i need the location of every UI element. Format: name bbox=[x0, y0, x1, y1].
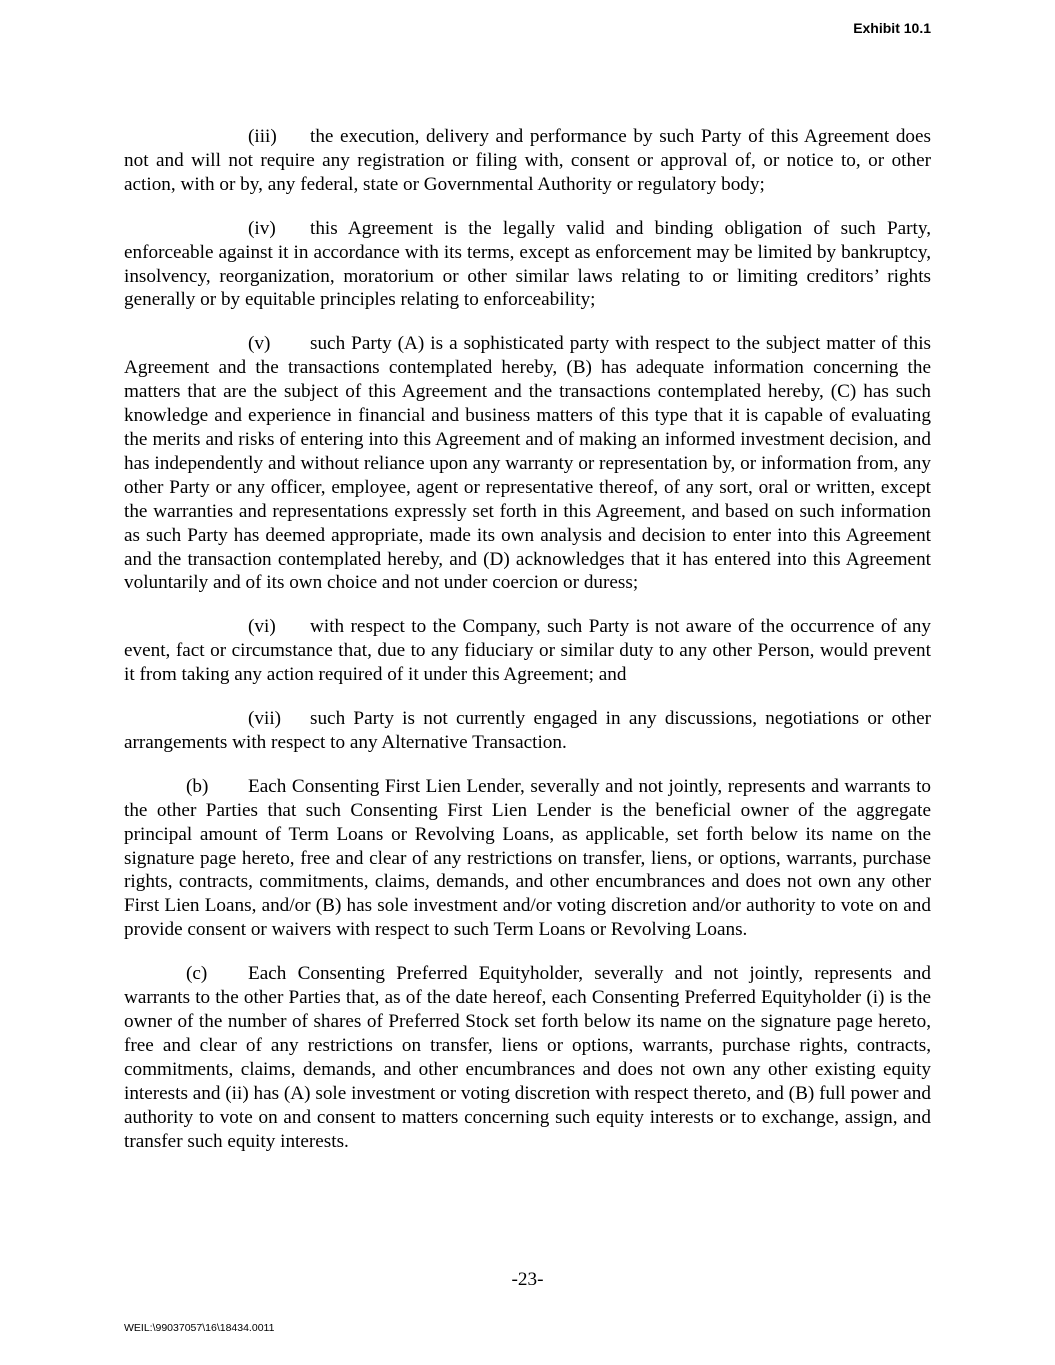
clause-marker: (vii) bbox=[248, 708, 282, 730]
clause-marker: (vi) bbox=[248, 616, 276, 638]
clause-vi bbox=[124, 615, 931, 687]
clause-text: this Agreement is the legally valid and binding obligation of such Party, enforceable against it in accordance with its terms, except as enforcement may be limited by bankruptcy, insolvency, reorganization, moratorium or other similar laws relating to or limiting creditors’ rights generally or by equitable principles relating to enforceability; bbox=[124, 217, 931, 311]
clause-vii bbox=[124, 707, 931, 755]
clause-text: such Party (A) is a sophisticated party with respect to the subject matter of this Agreement and the transactions contemplated hereby, (B) has adequate information concerning the matters that are the subject of this Agreement and the transactions contemplated hereby, (C) has such knowledge and experience in financial and business matters of this type that it is capable of evaluating the merits and risks of entering into this Agreement and of making an informed investment decision, and has independently and without reliance upon any warranty or representation by, or information from, any other Party or any officer, employee, agent or representative thereof, of any sort, oral or written, except the warranties and representations expressly set forth in this Agreement, and based on such information as such Party has deemed appropriate, made its own analysis and decision to enter into this Agreement and the transaction contemplated hereby, and (D) acknowledges that it has entered into this Agreement voluntarily and of its own choice and not under coercion or duress; bbox=[124, 333, 931, 594]
section-text: Each Consenting First Lien Lender, severally and not jointly, represents and warrants to the other Parties that such Consenting First Lien Lender is the beneficial owner of the aggregate principal amount of Term Loans or Revolving Loans, as applicable, set forth below its name on the signature page hereto, free and clear of any restrictions on transfer, liens, or options, warrants, purchase rights, contracts, commitments, claims, demands, and other encumbrances and does not own any other First Lien Loans, and/or (B) has sole investment and/or voting discretion and/or authority to vote on and provide consent or waivers with respect to such Term Loans or Revolving Loans. bbox=[124, 775, 931, 941]
clause-marker: (v) bbox=[248, 333, 271, 355]
document-body bbox=[124, 125, 931, 1173]
document-reference: WEIL:\99037057\16\18434.0011 bbox=[124, 1322, 275, 1334]
section-marker: (c) bbox=[186, 963, 208, 985]
clause-text: the execution, delivery and performance by such Party of this Agreement does not and will not require any registration or filing with, consent or approval of, or notice to, or other action, with or by, any federal, state or Governmental Authority or regulatory body; bbox=[124, 126, 931, 195]
clause-iv bbox=[124, 217, 931, 313]
section-text: Each Consenting Preferred Equityholder, severally and not jointly, represents and warrants to the other Parties that, as of the date hereof, each Consenting Preferred Equityholder (i) is the owner of the number of shares of Preferred Stock set forth below its name on the signature page hereto, free and clear of any restrictions on transfer, liens or options, warrants, purchase rights, contracts, commitments, claims, demands, and other encumbrances and does not own any other existing equity interests and (ii) has (A) sole investment or voting discretion with respect thereto, and (B) full power and authority to vote on and consent to matters concerning such equity interests or to exchange, assign, and transfer such equity interests. bbox=[124, 963, 931, 1152]
page-number: -23- bbox=[511, 1269, 544, 1290]
section-c bbox=[124, 962, 931, 1153]
clause-text: with respect to the Company, such Party is not aware of the occurrence of any event, fact or circumstance that, due to any fiduciary or similar duty to any other Person, would prevent it from taking any action required of it under this Agreement; and bbox=[124, 616, 931, 686]
clause-text: such Party is not currently engaged in any discussions, negotiations or other arrangements with respect to any Alternative Transaction. bbox=[124, 708, 931, 753]
exhibit-label: Exhibit 10.1 bbox=[853, 20, 931, 36]
section-marker: (b) bbox=[186, 775, 209, 797]
clause-v bbox=[124, 332, 931, 595]
clause-marker: (iv) bbox=[248, 217, 276, 239]
clause-marker: (iii) bbox=[248, 126, 277, 147]
section-b bbox=[124, 775, 931, 942]
clause-iii bbox=[124, 125, 931, 197]
